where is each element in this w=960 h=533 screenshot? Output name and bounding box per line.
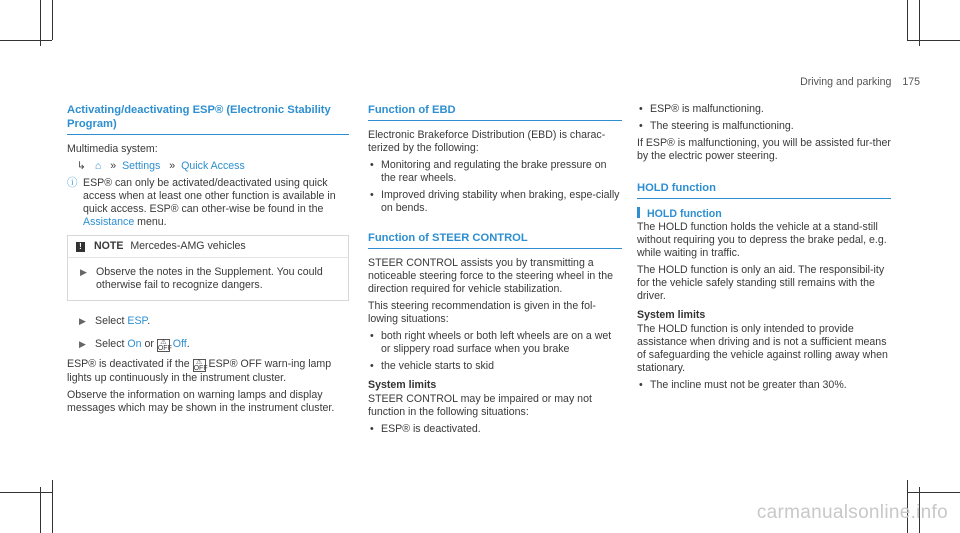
note-text: Observe the notes in the Supplement. You could otherwise fail to recognize dangers. <box>96 266 323 291</box>
step-text: Select <box>95 315 128 327</box>
step-text-or: or <box>141 338 157 350</box>
list-item <box>368 423 622 436</box>
esp-option[interactable]: ESP <box>127 315 148 327</box>
list-text: The incline must not be greater than 30%. <box>650 379 847 391</box>
list-item <box>368 330 622 356</box>
para-text: ESP® is deactivated if the <box>67 358 190 370</box>
column-right <box>637 103 891 396</box>
bullet-icon: • <box>370 159 374 171</box>
page-header <box>800 76 920 88</box>
step-text-end: . <box>147 315 151 327</box>
on-option[interactable]: On <box>127 338 142 350</box>
note-label: NOTE <box>93 240 124 252</box>
chevron-icon: » <box>169 160 176 172</box>
list-text: the vehicle starts to skid <box>381 360 495 372</box>
nav-settings[interactable]: Settings <box>122 160 161 172</box>
list-text: ESP® is malfunctioning. <box>650 103 764 115</box>
info-text-end: menu. <box>134 216 167 228</box>
warning-icon: ! <box>76 242 85 252</box>
list-text: both right wheels or both left wheels are on a wet or slippery road surface when you brake <box>381 330 612 355</box>
note-body <box>68 258 348 300</box>
section-title: Driving and parking <box>800 76 892 88</box>
list-item <box>368 189 622 215</box>
bullet-icon: • <box>639 120 643 132</box>
home-icon[interactable]: ⌂ <box>94 160 102 172</box>
nav-path <box>67 160 349 173</box>
off-option[interactable]: Off <box>172 338 187 350</box>
bullet-icon: • <box>370 330 374 342</box>
subheading-bar-icon <box>637 207 640 218</box>
crop-mark <box>907 40 960 41</box>
steer-intro: STEER CONTROL assists you by transmitting a noticeable steering force to the steering wheel in the direction required for vehicle stabilization. <box>368 257 613 295</box>
hold-subheading <box>637 207 891 221</box>
note-box <box>67 235 349 301</box>
info-text: ESP® can only be activated/deactivated using quick access when at least one other function is available in quick access. ESP® can other-wise be found in the <box>83 177 336 215</box>
step-arrow-icon: ▶ <box>80 267 87 277</box>
observe-paragraph: Observe the information on warning lamps and display messages which may be shown in the instrument cluster. <box>67 389 335 414</box>
bullet-icon: • <box>370 360 374 372</box>
section-heading-esp: Activating/deactivating ESP® (Electronic Stability Program) <box>67 104 331 130</box>
steer-recommendation: This steering recommendation is given in the fol-lowing situations: <box>368 300 596 325</box>
watermark: carmanualsonline.info <box>756 502 948 523</box>
esp-off-icon: ⚠ OFF <box>157 339 172 352</box>
return-arrow-icon: ↳ <box>77 160 86 172</box>
column-middle <box>368 103 622 440</box>
assistance-link[interactable]: Assistance <box>83 216 135 228</box>
step-text-end: . <box>186 338 190 350</box>
section-heading-steer-control: Function of STEER CONTROL <box>368 232 528 244</box>
page-number: 175 <box>902 76 920 88</box>
step-arrow-icon: ▶ <box>79 316 86 326</box>
crop-mark <box>907 492 960 493</box>
hold-subheading-text: HOLD function <box>647 208 722 220</box>
esp-off-icon: ⚠ OFF <box>193 359 208 372</box>
column-left <box>67 103 349 419</box>
para-text: ESP® OFF warn-ing lamp lights up continuously in the instrument cluster. <box>67 358 332 384</box>
heading-rule <box>67 134 349 135</box>
crop-mark <box>52 480 53 533</box>
section-heading-hold: HOLD function <box>637 182 716 194</box>
crop-mark <box>0 40 52 41</box>
step-arrow-icon: ▶ <box>79 339 86 349</box>
crop-mark <box>52 0 53 40</box>
bullet-icon: • <box>639 379 643 391</box>
list-item <box>637 120 891 133</box>
system-label: Multimedia system: <box>67 143 158 155</box>
chevron-icon: » <box>110 160 117 172</box>
heading-rule <box>637 198 891 199</box>
hold-paragraph-1: The HOLD function holds the vehicle at a stand-still without requiring you to depress the brake pedal, e.g. while waiting in traffic. <box>637 221 887 259</box>
system-limits-heading: System limits <box>368 379 437 391</box>
info-paragraph <box>67 177 349 229</box>
esp-deactivated-paragraph <box>67 358 349 385</box>
list-text: The steering is malfunctioning. <box>650 120 794 132</box>
heading-rule <box>368 120 622 121</box>
crop-mark <box>907 0 908 40</box>
assist-paragraph: If ESP® is malfunctioning, you will be assisted fur-ther by the electric power steering. <box>637 137 891 162</box>
list-item <box>637 379 891 392</box>
step-select-on-off <box>67 338 349 352</box>
ebd-intro: Electronic Brakeforce Distribution (EBD) is charac-terized by the following: <box>368 129 606 154</box>
system-limits-heading: System limits <box>637 309 706 321</box>
bullet-icon: • <box>370 189 374 201</box>
hold-paragraph-2: The HOLD function is only an aid. The responsibil-ity for the vehicle safely standing still remains with the driver. <box>637 264 885 302</box>
crop-mark <box>0 492 52 493</box>
bullet-icon: • <box>639 103 643 115</box>
step-select-esp <box>67 315 349 328</box>
system-limits-text: STEER CONTROL may be impaired or may not function in the following situations: <box>368 393 592 418</box>
bullet-icon: • <box>370 423 374 435</box>
list-item <box>368 360 622 373</box>
system-limits-text: The HOLD function is only intended to provide assistance when driving and is not a sufficient means of safeguarding the vehicle against rolling away when stationary. <box>637 323 888 374</box>
note-heading: Mercedes-AMG vehicles <box>130 240 246 252</box>
list-item <box>637 103 891 116</box>
crop-mark <box>40 487 41 533</box>
info-icon: ⓘ <box>67 177 78 189</box>
note-header <box>68 236 348 258</box>
step-text: Select <box>95 338 128 350</box>
section-heading-ebd: Function of EBD <box>368 104 456 116</box>
list-text: Improved driving stability when braking, espe-cially on bends. <box>381 189 620 214</box>
heading-rule <box>368 248 622 249</box>
list-item <box>368 159 622 185</box>
note-instruction <box>68 266 340 292</box>
nav-quick-access[interactable]: Quick Access <box>181 160 245 172</box>
list-text: ESP® is deactivated. <box>381 423 481 435</box>
list-text: Monitoring and regulating the brake pressure on the rear wheels. <box>381 159 607 184</box>
